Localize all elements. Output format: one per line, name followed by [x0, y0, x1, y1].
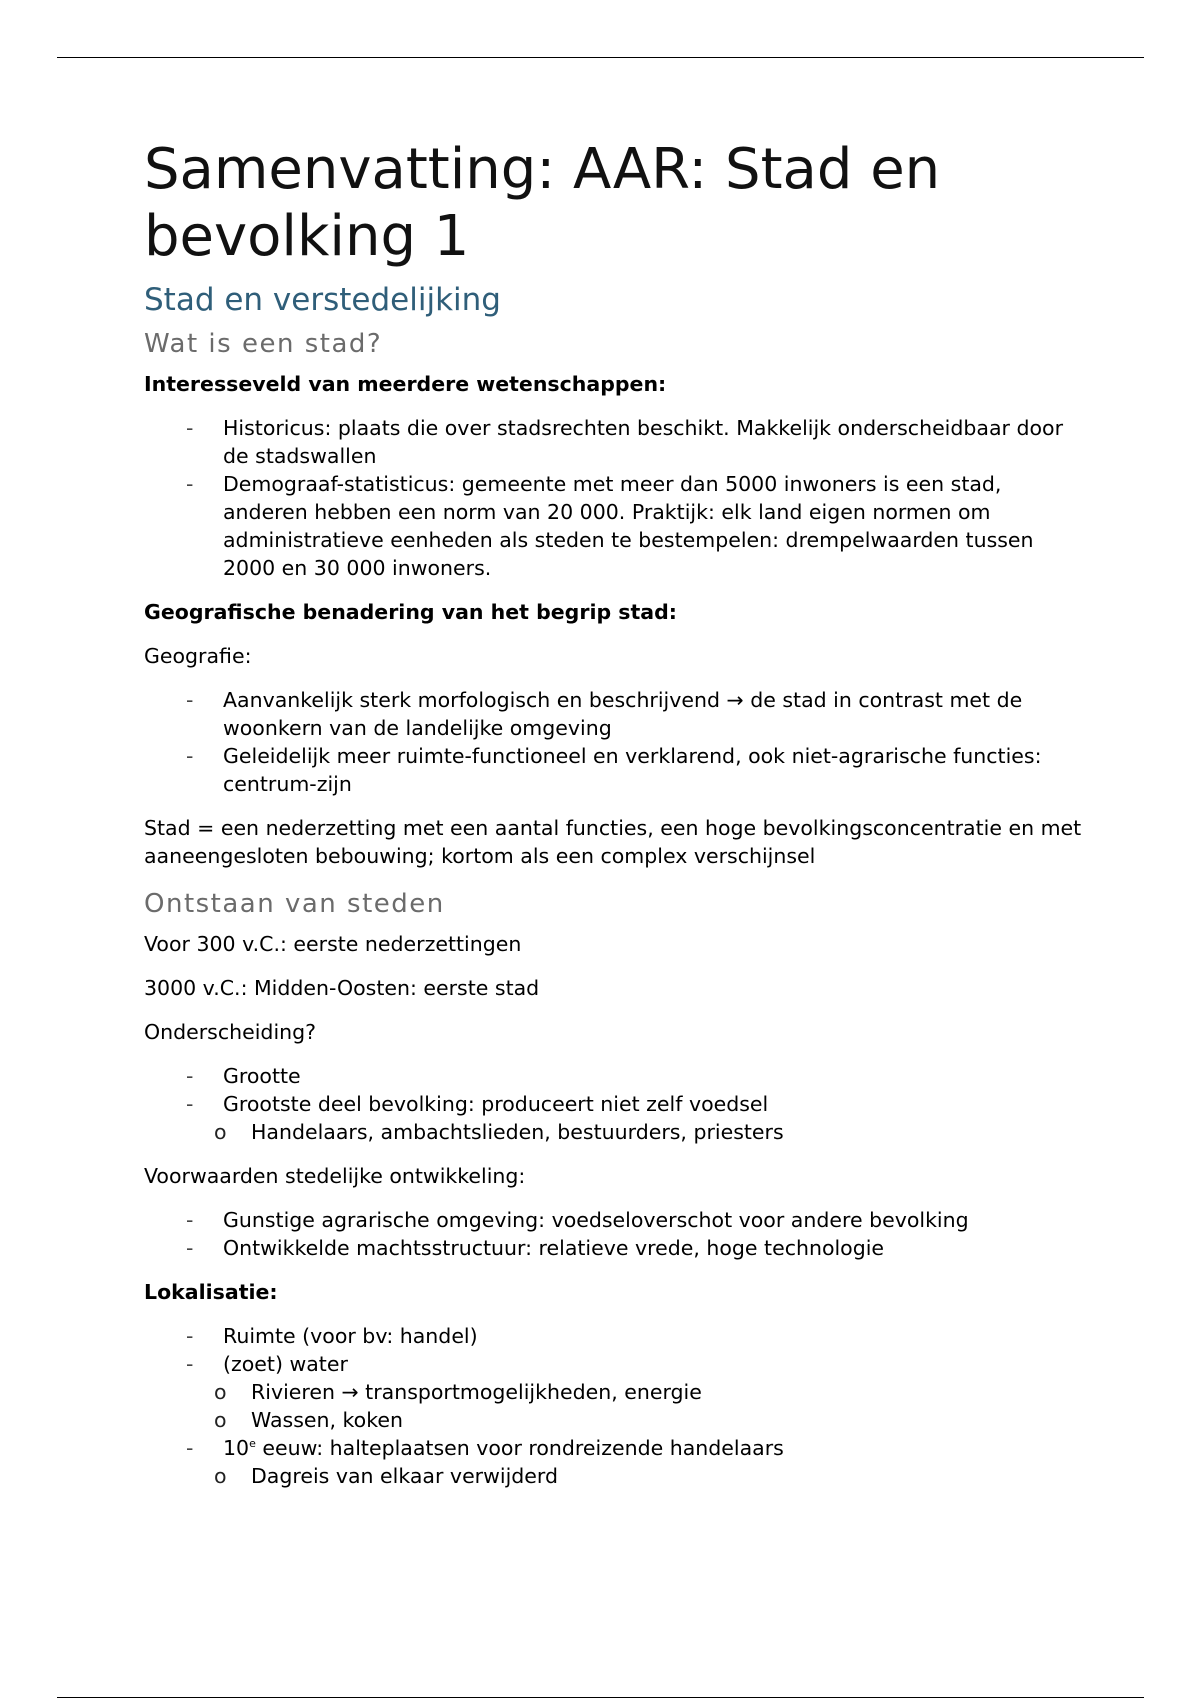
dash-marker: - — [186, 472, 194, 496]
circle-marker: o — [214, 1464, 227, 1488]
list-item-text: eeuw: halteplaatsen voor rondreizende handelaars — [255, 1436, 784, 1460]
list-item-text: Dagreis van elkaar verwijderd — [251, 1464, 558, 1488]
circle-marker: o — [214, 1120, 227, 1144]
paragraph-voor-300: Voor 300 v.C.: eerste nederzettingen — [144, 932, 522, 956]
list-item-text: (zoet) water — [223, 1352, 348, 1376]
list-item-text: Ontwikkelde machtsstructuur: relatieve vrede, hoge technologie — [223, 1236, 885, 1260]
document-title: Samenvatting: AAR: Stad en bevolking 1 — [144, 137, 941, 269]
circle-marker: o — [214, 1380, 227, 1404]
list-lokalisatie — [144, 1322, 1084, 1490]
paragraph-geografie: Geografie: — [144, 644, 252, 668]
list-item-text: Geleidelijk meer ruimte-functioneel en verklarend, ook niet-agrarische functies: centrum-zijn — [223, 744, 1042, 796]
paragraph-geografische-benadering: Geografische benadering van het begrip stad: — [144, 600, 678, 624]
subsection-heading-wat-is-een-stad: Wat is een stad? — [144, 329, 383, 359]
list-item — [144, 1434, 1084, 1462]
section-heading: Stad en verstedelijking — [144, 282, 501, 318]
sub-list-item — [144, 1378, 1084, 1406]
dash-marker: - — [186, 1208, 194, 1232]
dash-marker: - — [186, 416, 194, 440]
sub-list-item — [144, 1118, 1084, 1146]
list-item-text: Gunstige agrarische omgeving: voedseloverschot voor andere bevolking — [223, 1208, 969, 1232]
dash-marker: - — [186, 1092, 194, 1116]
list-item — [144, 470, 1084, 582]
list-item — [144, 1322, 1084, 1350]
subsection-heading-ontstaan-van-steden: Ontstaan van steden — [144, 889, 445, 919]
dash-marker: - — [186, 1352, 194, 1376]
footer-rule — [57, 1697, 1144, 1698]
list-item-text: Grootte — [223, 1064, 301, 1088]
list-wetenschappen — [144, 414, 1084, 582]
circle-marker: o — [214, 1408, 227, 1432]
paragraph-lokalisatie: Lokalisatie: — [144, 1280, 278, 1304]
sub-list-item — [144, 1462, 1084, 1490]
dash-marker: - — [186, 1436, 194, 1460]
sub-list-item — [144, 1406, 1084, 1434]
list-onderscheiding — [144, 1062, 1084, 1146]
list-item-text: Historicus: plaats die over stadsrechten beschikt. Makkelijk onderscheidbaar door de stadswallen — [223, 416, 1063, 468]
list-item-text: Wassen, koken — [251, 1408, 403, 1432]
paragraph-interesseveld: Interesseveld van meerdere wetenschappen: — [144, 372, 667, 396]
paragraph-onderscheiding: Onderscheiding? — [144, 1020, 317, 1044]
dash-marker: - — [186, 1324, 194, 1348]
century-number: 10 — [223, 1436, 250, 1460]
list-geografie — [144, 686, 1084, 798]
list-item-text: Ruimte (voor bv: handel) — [223, 1324, 478, 1348]
list-item — [144, 1062, 1084, 1090]
dash-marker: - — [186, 688, 194, 712]
list-item — [144, 1090, 1084, 1118]
list-item-text: Grootste deel bevolking: produceert niet zelf voedsel — [223, 1092, 769, 1116]
paragraph-stad-definitie: Stad = een nederzetting met een aantal functies, een hoge bevolkingsconcentratie en met aaneengesloten bebouwing; kortom als een complex verschijnsel — [144, 816, 1082, 868]
list-item-text: Rivieren → transportmogelijkheden, energie — [251, 1380, 702, 1404]
list-item — [144, 414, 1084, 470]
list-item — [144, 742, 1084, 798]
paragraph-3000: 3000 v.C.: Midden-Oosten: eerste stad — [144, 976, 540, 1000]
header-rule — [57, 57, 1144, 58]
list-item — [144, 1206, 1084, 1234]
dash-marker: - — [186, 744, 194, 768]
list-item-text: Aanvankelijk sterk morfologisch en beschrijvend → de stad in contrast met de woonkern van de landelijke omgeving — [223, 688, 1023, 740]
century-superscript: e — [249, 1437, 256, 1451]
dash-marker: - — [186, 1236, 194, 1260]
list-item — [144, 686, 1084, 742]
list-item-text: Demograaf-statisticus: gemeente met meer dan 5000 inwoners is een stad, anderen hebben een norm van 20 000. Praktijk: elk land eigen normen om administratieve eenheden als steden te bestempelen: drempelwaarden tussen 2000 en 30 000 inwoners. — [223, 472, 1034, 580]
list-voorwaarden — [144, 1206, 1084, 1262]
dash-marker: - — [186, 1064, 194, 1088]
list-item-text: Handelaars, ambachtslieden, bestuurders, priesters — [251, 1120, 784, 1144]
document-page — [144, 136, 1084, 1506]
paragraph-voorwaarden: Voorwaarden stedelijke ontwikkeling: — [144, 1164, 526, 1188]
list-item — [144, 1350, 1084, 1378]
list-item — [144, 1234, 1084, 1262]
